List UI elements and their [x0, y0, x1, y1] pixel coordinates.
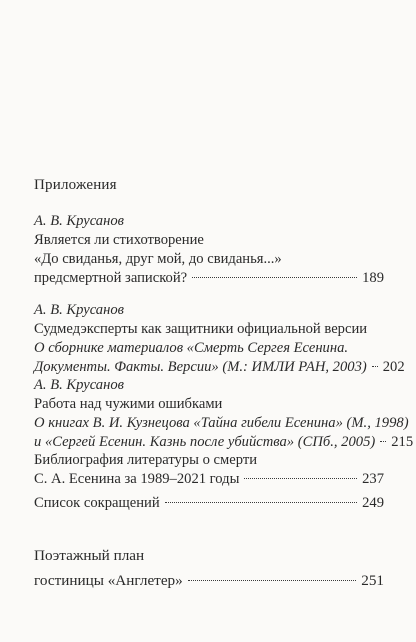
- leader-dots: [380, 440, 386, 442]
- entry-title-line: гостиницы «Англетер» 251: [34, 568, 384, 593]
- entry-author: А. В. Крусанов: [34, 213, 124, 229]
- leader-dots: [244, 477, 357, 479]
- entry-title-line: Судмедэксперты как защитники официальной версии: [34, 321, 368, 337]
- entry-title-line: «До свиданья, друг мой, до свиданья...»: [34, 251, 282, 267]
- leader-dots: [372, 365, 378, 367]
- entry-subtitle-line: Документы. Факты. Версии» (М.: ИМЛИ РАН, 2003) 202: [34, 359, 405, 375]
- entry-title-line: Библиография литературы о смерти: [34, 452, 258, 468]
- entry-title-line: предсмертной запиской? 189: [34, 270, 384, 286]
- entry-title-line: Поэтажный план: [34, 547, 145, 564]
- entry-author: А. В. Крусанов: [34, 377, 124, 393]
- toc-entry: [34, 301, 405, 377]
- toc-entry: [34, 451, 384, 489]
- entry-subtitle-line: и «Сергей Есенин. Казнь после убийства» (СПб., 2005) 215: [34, 434, 414, 450]
- leader-dots: [192, 276, 357, 278]
- page-number: 237: [362, 471, 384, 487]
- page-number: 189: [362, 270, 384, 286]
- entry-title-line: С. А. Есенина за 1989–2021 годы 237: [34, 471, 384, 487]
- section-title: Приложения: [34, 177, 117, 193]
- page-number: 249: [362, 495, 384, 511]
- entry-title-line: Список сокращений 249: [34, 495, 384, 511]
- toc-entry: [34, 543, 384, 593]
- toc-entry: [34, 494, 384, 513]
- toc-entry: [34, 212, 384, 288]
- leader-dots: [188, 579, 356, 581]
- entry-author: А. В. Крусанов: [34, 302, 124, 318]
- page-number: 215: [391, 434, 414, 450]
- entry-subtitle-line: О сборнике материалов «Смерть Сергея Есенина.: [34, 340, 349, 356]
- entry-title-line: Является ли стихотворение: [34, 232, 204, 248]
- page-number: 202: [382, 359, 405, 375]
- entry-title-line: Работа над чужими ошибками: [34, 396, 223, 412]
- entry-subtitle-line: О книгах В. И. Кузнецова «Тайна гибели Есенина» (М., 1998): [34, 415, 409, 431]
- leader-dots: [165, 501, 357, 503]
- page-number: 251: [361, 572, 384, 589]
- toc-entry: [34, 376, 414, 452]
